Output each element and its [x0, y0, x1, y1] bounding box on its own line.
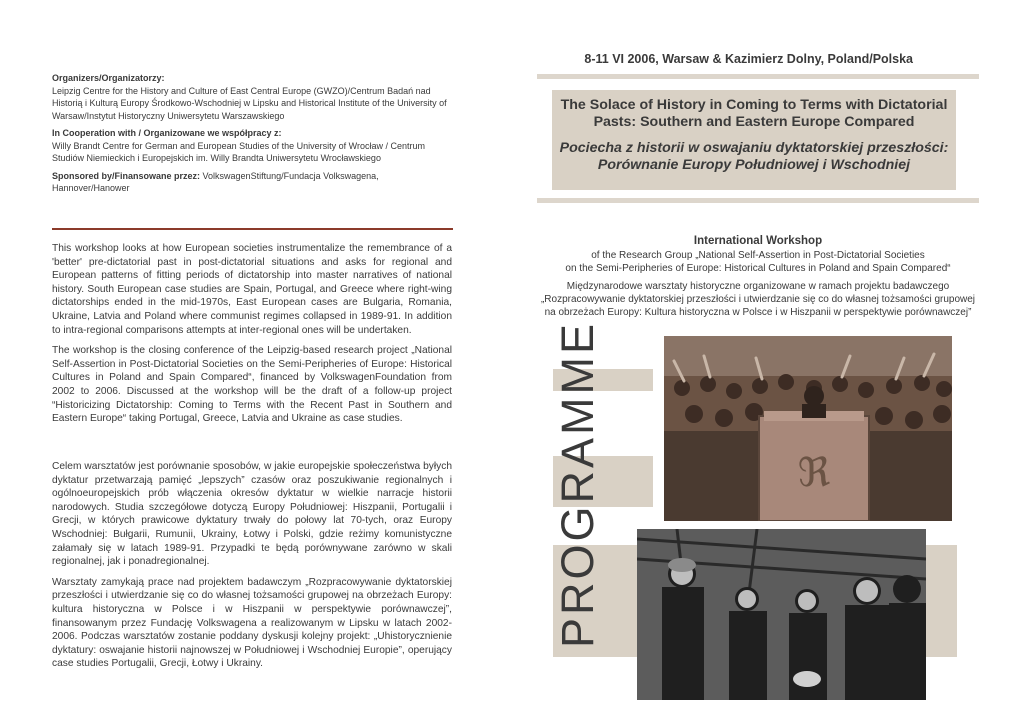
bottom-rule: [537, 198, 979, 203]
polish-description: [52, 460, 452, 678]
date-location: 8-11 VI 2006, Warsaw & Kazimierz Dolny, Poland/Polska: [584, 52, 913, 66]
workshop-title: International Workshop: [693, 235, 823, 247]
sponsor-heading: Sponsored by/Finansowane przez:: [52, 170, 201, 181]
title-polish: Pociecha z historii w oswajaniu dyktatorskiej przeszłości: Porównanie Europy Południowej i Wschodniej: [559, 140, 949, 173]
left-divider: [52, 228, 453, 230]
english-paragraph-2: The workshop is the closing conference of the Leipzig-based research project „National Self-Assertion in Post-Dictatorial Societies on the Semi-Peripheries of Europe: Historical Cultures in Poland and Spain Compared“, financed by VolkswagenFoundation from 2002 to 2006. Discussed at the workshop will be the draft of a follow-up project “Historicizing Dictatorship: Coming to Terms with the Recent Past in Southern and Eastern Europe“ taking Portugal, Greece, Latvia and Ukraine as case studies.: [52, 345, 452, 425]
cooperation-heading: In Cooperation with / Organizowane we współpracy z:: [52, 128, 282, 138]
organizers-heading: Organizers/Organizatorzy:: [52, 73, 165, 83]
workshop-en-line-1: of the Research Group „National Self-Assertion in Post-Dictatorial Societies: [591, 250, 925, 261]
svg-text:ℜ: ℜ: [797, 450, 831, 496]
sponsor-text: VolkswagenStiftung/Fundacja Volkswagena, Hannover/Hanower: [52, 170, 379, 193]
workshop-pl-line-2: „Rozpracowywanie dyktatorskiej przeszłości i utwierdzanie się co do własnej tożsamości grupowej: [540, 294, 976, 305]
title-english: The Solace of History in Coming to Terms with Dictatorial Pasts: Southern and Eastern Europe Compared: [560, 97, 948, 130]
workshop-block: [537, 234, 979, 319]
title-panel: [552, 90, 956, 190]
polish-paragraph-1: Celem warsztatów jest porównanie sposobów, w jakie europejskie społeczeństwa byłych dyktatur przetwarzają pamięć „lepszych” czasów oraz poszukiwanie regionalnych i ogólnoeuropejskich prób włączenia okresów dyktatur w wielkie narracje historii narodowych. Studia szczegółowe dotyczą Europy Południowej: Hiszpanii, Portugalii i Grecji, w których prawicowe dyktatury trwały do połowy lat 70-tych, oraz Europy Wschodniej: Bułgarii, Rumunii, Ukrainy, Łotwy i Polski, gdzie reżimy komunistyczne załamały się w latach 1989-91. Przypadki te będą porównywane zarówno w skali regionalnej, jak i ponadregionalnej.: [52, 461, 452, 568]
english-description: [52, 242, 452, 433]
rally-crowd-photo: [664, 336, 952, 521]
workshop-pl-line-1: Międzynarodowe warsztaty historyczne organizowane w ramach projektu badawczego: [566, 281, 950, 292]
organizers-text: Leipzig Centre for the History and Culture of East Central Europe (GWZO)/Centrum Badań nad Historią i Kulturą Europy Środkowo-Wschodniej w Lipsku and Historical Institute of the University of Warsaw/Instytut Historyczny Uniwersytetu Warszawskiego: [52, 85, 447, 121]
workshop-en-line-2: on the Semi-Peripheries of Europe: Historical Cultures in Poland and Spain Compared“: [565, 263, 951, 274]
workshop-pl-line-3: na obrzeżach Europy: Kultura historyczna w Polsce i w Hiszpanii w perspektywie porównawczej”: [544, 307, 972, 318]
english-paragraph-1: This workshop looks at how European societies instrumentalize the remembrance of a 'better' pre-dictatorial past in post-dictatorial situations and asks for regional and European patterns of fitting periods of dictatorship into master narratives of national history. South European case studies are Spain, Portugal, and Greece where right-wing dictatorships ended in the mid-1970s, East European cases are Bulgaria, Romania, Ukraine, Latvia and Poland where communist regimes collapsed in 1989-91. In addition to intra-regional comparisons attempts at inter-regional ones will be undertaken.: [52, 243, 452, 336]
programme-label: [558, 608, 598, 648]
organizers-block: [52, 72, 452, 200]
polish-paragraph-2: Warsztaty zamykają prace nad projektem badawczym „Rozpracowywanie dyktatorskiej przeszłości i utwierdzanie się co do własnej tożsamości grupowej na obrzeżach Europy: kultura historyczna w Polsce i w Hiszpanii w perspektywie porównawczej”, finansowanym przez Fundację Volkswagena a realizowanym w Lipsku w latach 2002-2006. Podczas warsztatów zostanie poddany dyskusji kolejny projekt: „Uhistorycznienie dyktatury: oswajanie historii najnowszej w Południowej i Wschodniej Europie”, operujący case studies Portugalii, Grecji, Łotwy i Ukrainy.: [52, 576, 452, 670]
handshake-photo: [637, 529, 926, 700]
cooperation-text: Willy Brandt Centre for German and European Studies of the University of Wrocław / Centrum Studiów Niemieckich i Europejskich im. Willy Brandta Uniwersytetu Wrocławskiego: [52, 140, 425, 163]
top-rule: [537, 74, 979, 79]
